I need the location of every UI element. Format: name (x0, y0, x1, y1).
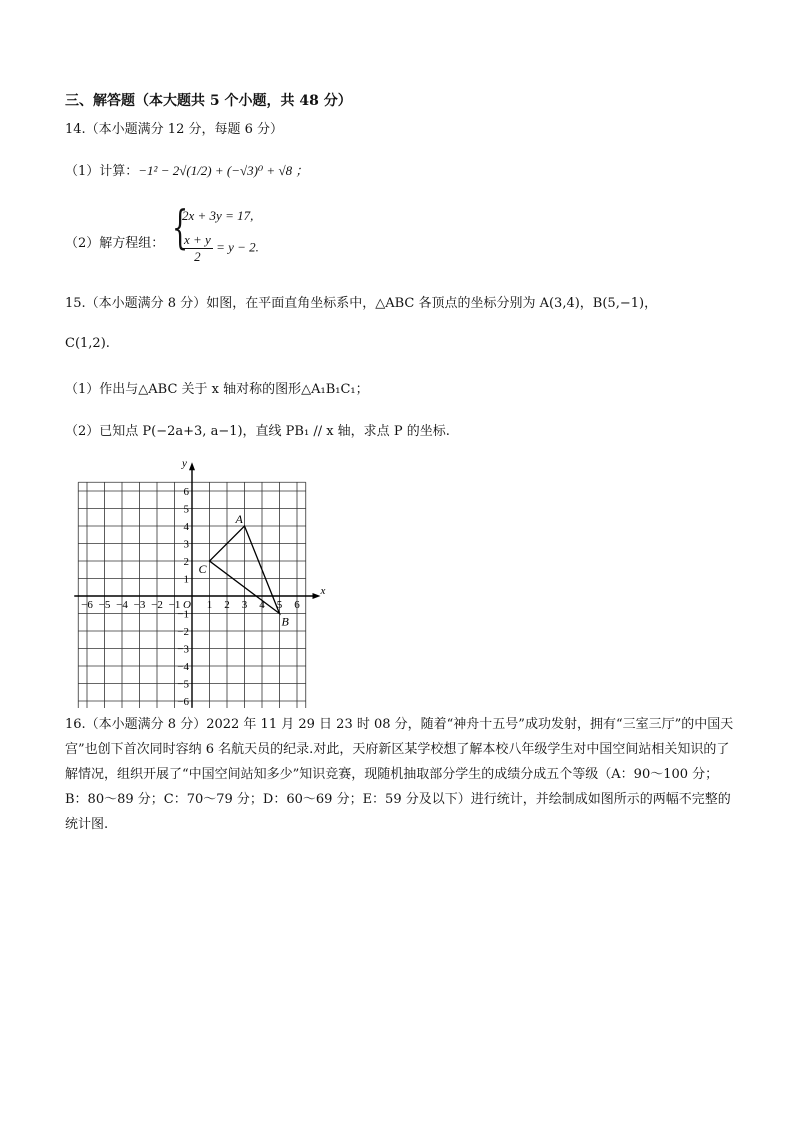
y-tick-label: −3 (177, 643, 189, 656)
vertex-label-a: A (235, 512, 243, 526)
x-tick-label: −2 (151, 599, 163, 611)
x-tick-label: 2 (224, 599, 230, 611)
x-tick-label: 6 (294, 599, 300, 611)
y-tick-label: −6 (177, 696, 189, 708)
y-axis-arrow (189, 462, 195, 470)
x-axis-arrow (313, 593, 321, 599)
x-tick-label: 4 (259, 599, 265, 611)
x-tick-label: 1 (206, 599, 213, 611)
equation-2-numerator: x + y (184, 232, 211, 247)
q14-part1-label: （1）计算： (65, 164, 139, 179)
q15-part1: （1）作出与△ABC 关于 x 轴对称的图形△A₁B₁C₁； (65, 382, 369, 397)
q16-text: 16.（本小题满分 8 分）2022 年 11 月 29 日 23 时 08 分，随着“神舟十五号”成功发射，拥有“三室三厅”的中国天宫”也创下首次同时容纳 6 名航天员的纪录.对此，天府新区某学校想了解本校八年级学生对中国空间站相关知识的了解情况，组织开展了“中国空间站知多少”知识竞赛，现随机抽取部分学生的成绩分成五个等级（A：90～100 分；B：80～89 分；C：70～79 分；D：60～69 分；E：59 分及以下）进行统计，并绘制成如图所示的两幅不完整的统计图. (65, 717, 734, 832)
q14-part1 (65, 160, 308, 179)
y-tick-label: −1 (177, 608, 189, 621)
origin-label: O (183, 599, 191, 611)
q14-part1-expression: −1² − 2√(1/2) + (−√3)⁰ + √8 ； (138, 163, 309, 178)
equation-2-rhs: = y − 2. (216, 239, 259, 255)
vertex-label-c: C (198, 562, 207, 576)
equation-1: 2x + 3y = 17, (182, 208, 254, 223)
x-tick-label: 5 (276, 599, 283, 611)
coordinate-grid-figure (70, 458, 330, 708)
x-tick-label: −1 (168, 599, 181, 611)
q14-header: 14.（本小题满分 12 分，每题 6 分） (65, 122, 284, 137)
q15-part2: （2）已知点 P(−2a+3, a−1)，直线 PB₁ // x 轴，求点 P 的坐标. (65, 424, 450, 439)
x-axis-label: x (320, 585, 326, 597)
section-title: 三、解答题（本大题共 5 个小题，共 48 分） (65, 93, 352, 109)
y-tick-label: 2 (183, 556, 189, 568)
x-tick-label: −5 (98, 599, 111, 611)
y-tick-label: 6 (183, 486, 189, 498)
y-tick-label: −5 (177, 678, 189, 691)
y-tick-label: 5 (183, 503, 189, 516)
equation-2 (182, 232, 259, 265)
y-tick-label: −4 (177, 661, 189, 673)
y-tick-label: −2 (177, 626, 189, 638)
y-tick-label: 1 (183, 573, 189, 586)
x-tick-label: −6 (81, 599, 93, 611)
q14-part2-label: （2）解方程组： (65, 236, 165, 251)
x-tick-label: −3 (133, 599, 146, 611)
equation-2-denominator: 2 (194, 249, 201, 264)
equation-system-brace: { (172, 200, 189, 254)
x-tick-label: −4 (116, 599, 128, 611)
q15-line2: C(1,2). (65, 336, 110, 351)
y-axis-label: y (182, 458, 187, 470)
y-tick-label: 3 (183, 538, 189, 551)
q15-line1: 15.（本小题满分 8 分）如图，在平面直角坐标系中，△ABC 各顶点的坐标分别为 A(3,4)，B(5,−1)， (65, 296, 658, 311)
x-tick-label: 3 (241, 599, 248, 611)
y-tick-label: 4 (183, 521, 189, 533)
vertex-label-b: B (281, 614, 289, 629)
equation-2-fraction (182, 232, 213, 265)
